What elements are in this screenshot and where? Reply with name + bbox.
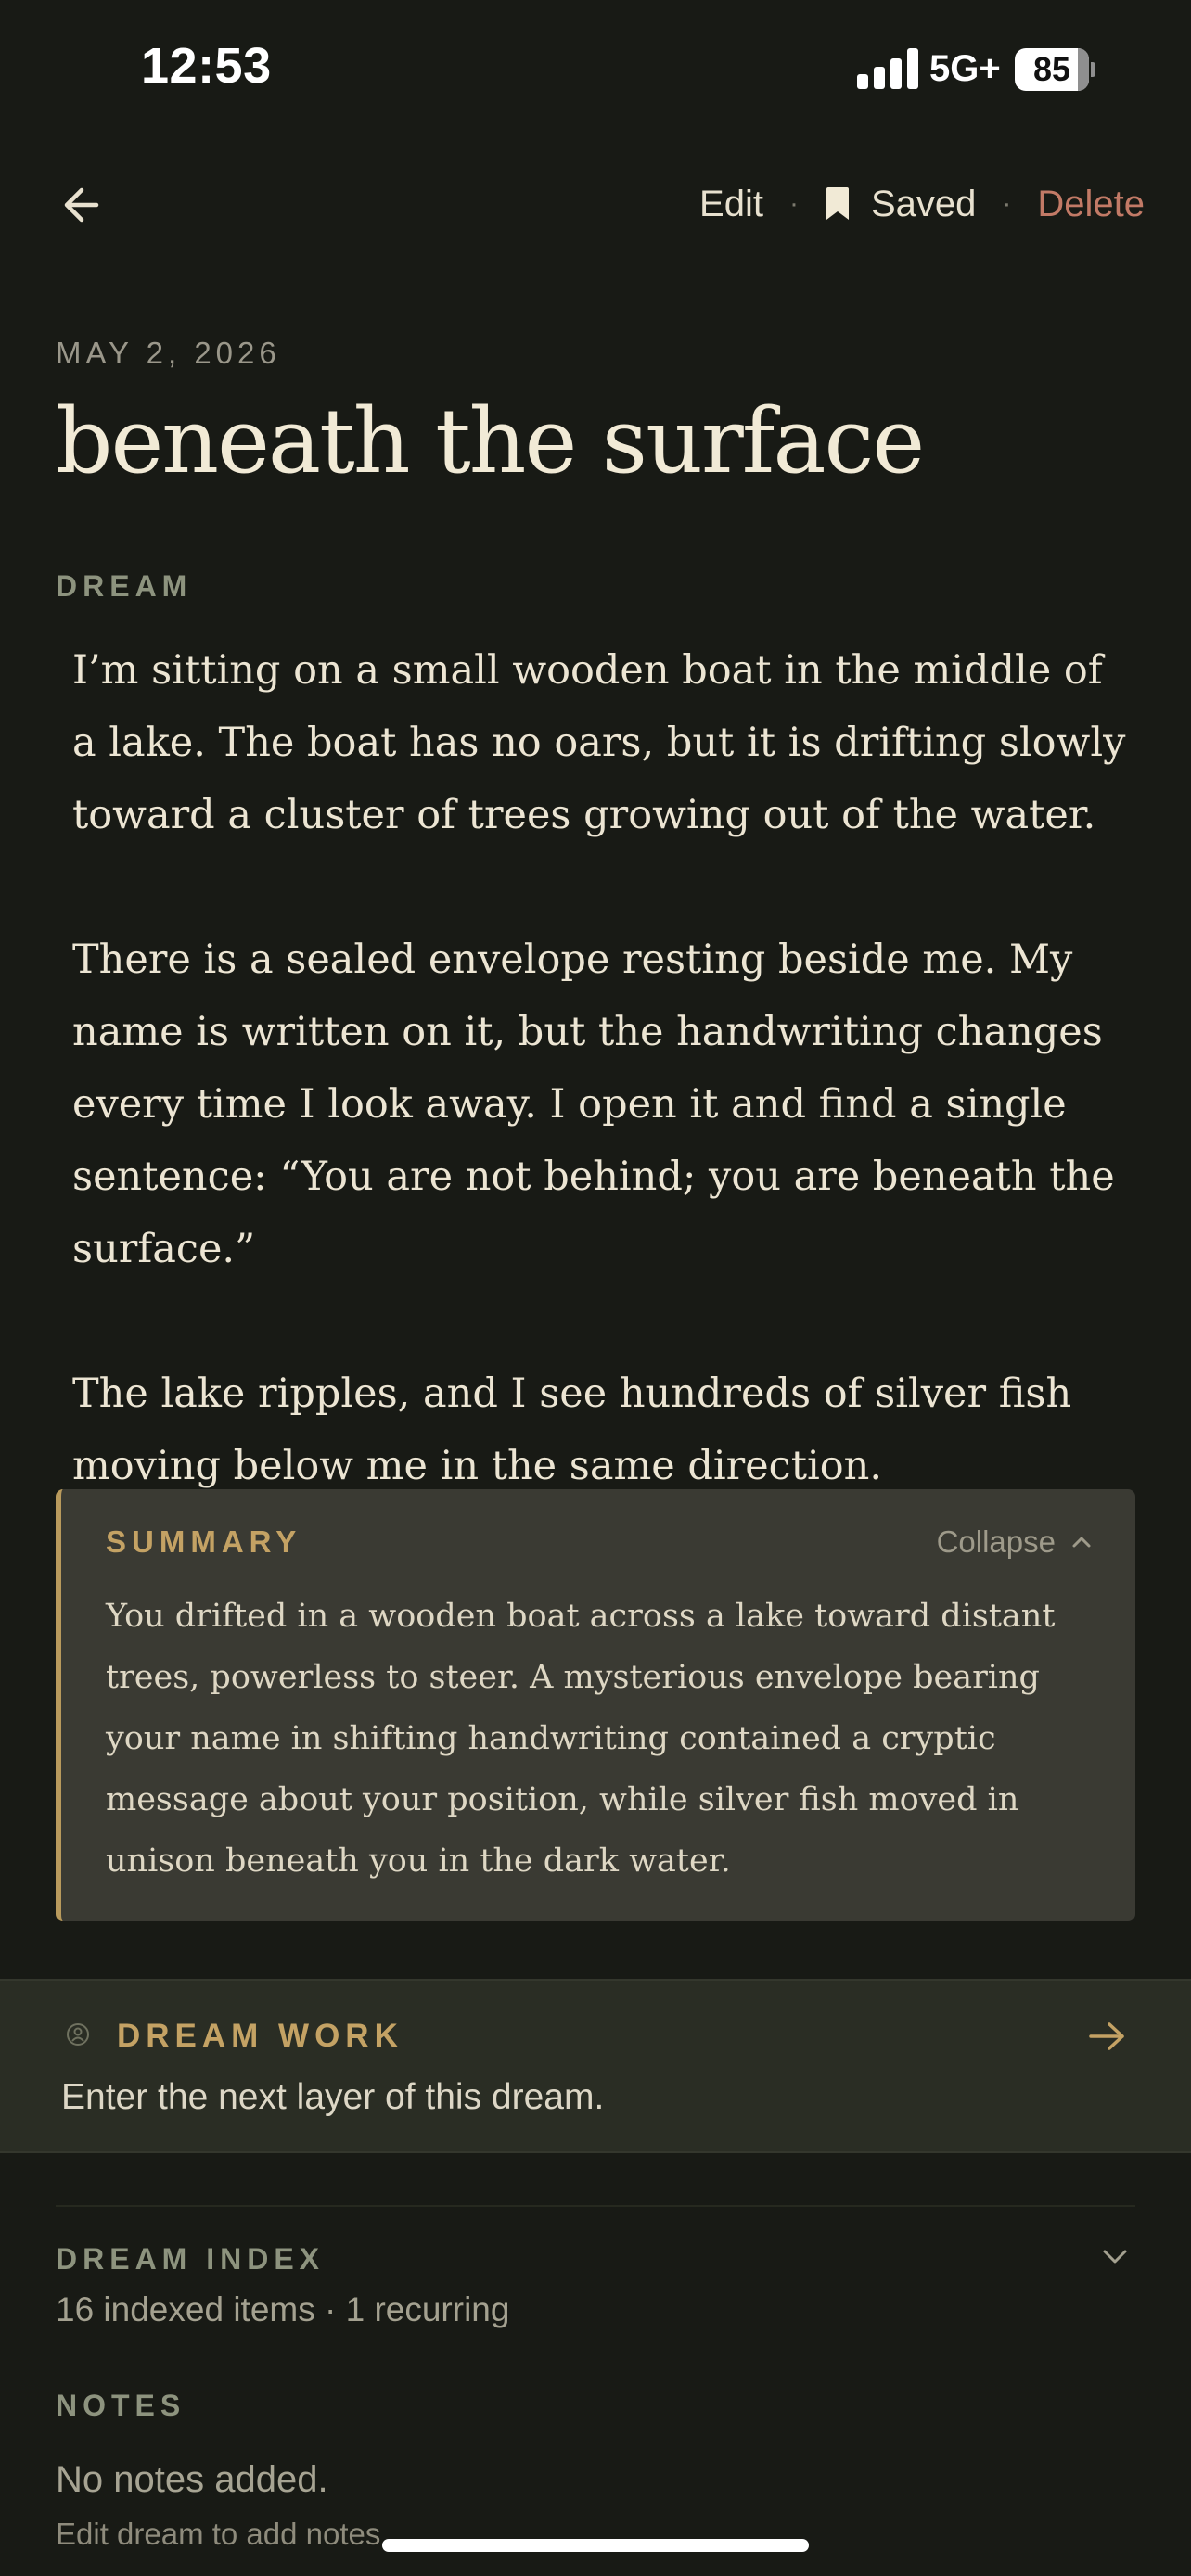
- bookmark-icon: [825, 186, 851, 222]
- cellular-signal-icon: [857, 46, 920, 89]
- separator-dot: ·: [1002, 188, 1012, 219]
- dream-work-text: Enter the next layer of this dream.: [61, 2077, 605, 2117]
- notes-label: NOTES: [56, 2389, 186, 2422]
- arrow-left-icon: [56, 176, 113, 234]
- chevron-up-icon: [1070, 1535, 1093, 1549]
- saved-button[interactable]: [825, 184, 976, 225]
- section-divider: [56, 2205, 1135, 2207]
- dream-work-link[interactable]: [0, 1979, 1191, 2153]
- summary-card: [56, 1489, 1135, 1921]
- dream-index-summary: 16 indexed items · 1 recurring: [56, 2290, 510, 2328]
- network-type: 5G+: [929, 48, 1001, 89]
- collapse-label: Collapse: [936, 1524, 1056, 1559]
- dream-text: [72, 634, 1130, 1575]
- arrow-right-icon: [1087, 2020, 1128, 2053]
- notes-empty-state: No notes added.: [56, 2459, 328, 2500]
- saved-label: Saved: [870, 183, 977, 224]
- summary-label: SUMMARY: [106, 1524, 302, 1559]
- dream-paragraph: There is a sealed envelope resting beside me. My name is written on it, but the handwriting changes every time I look away. I open it and find a single sentence: “You are not behind; you are beneath the surface.”: [72, 937, 1115, 1272]
- status-time: 12:53: [141, 38, 272, 94]
- dream-work-label: DREAM WORK: [117, 2018, 403, 2054]
- dream-work-icon: [65, 2021, 91, 2047]
- summary-text: You drifted in a wooden boat across a lake toward distant trees, powerless to steer. A mysterious envelope bearing your name in shifting handwriting contained a cryptic message about your position, while silver fish moved in unison beneath you in the dark water.: [106, 1598, 1056, 1880]
- entry-title: beneath the surface: [56, 389, 924, 493]
- back-button[interactable]: [56, 176, 113, 234]
- dream-paragraph: The lake ripples, and I see hundreds of silver fish moving below me in the same direction.: [72, 1371, 1072, 1489]
- separator-dot: ·: [788, 188, 799, 219]
- delete-button[interactable]: Delete: [1037, 183, 1145, 224]
- notes-hint: Edit dream to add notes: [56, 2517, 381, 2551]
- chevron-down-icon[interactable]: [1100, 2246, 1130, 2266]
- battery-level: 85: [1032, 50, 1071, 88]
- dream-section-label: DREAM: [56, 569, 193, 603]
- battery-icon: [1015, 48, 1095, 91]
- dream-paragraph: I’m sitting on a small wooden boat in the middle of a lake. The boat has no oars, but it is drifting slowly toward a cluster of trees growing out of the water.: [72, 647, 1126, 838]
- home-indicator[interactable]: [382, 2539, 809, 2552]
- entry-actions: [699, 180, 1145, 228]
- edit-button[interactable]: Edit: [699, 183, 763, 224]
- collapse-button[interactable]: [937, 1524, 1093, 1560]
- entry-date: MAY 2, 2026: [56, 336, 281, 370]
- dream-index-toggle[interactable]: DREAM INDEX: [56, 2242, 326, 2276]
